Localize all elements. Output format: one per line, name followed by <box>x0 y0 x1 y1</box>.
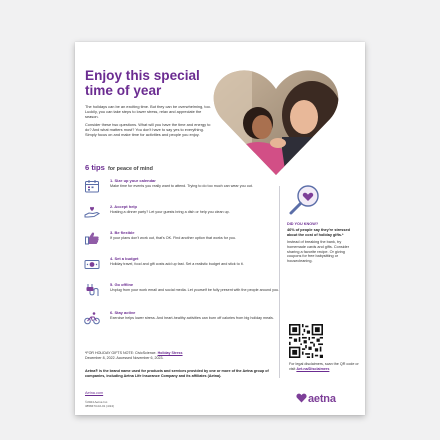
document-code: 3858473-02-01 (4/24) <box>85 404 115 408</box>
intro-text <box>85 104 213 140</box>
qr-caption <box>289 362 361 372</box>
brand-disclaimer-text: Aetna® is the brand name used for products and services provided by one or more of the Aetna group of companies, including Aetna Life Insurance Company and its affiliates (Aetna). <box>85 369 269 378</box>
flyer-title: Enjoy this special time of year <box>85 68 200 98</box>
tip-title: 6. Stay active <box>110 310 136 315</box>
brand-disclaimer <box>85 369 275 378</box>
disclaimers-link[interactable]: Aet.na/Disclaimers <box>296 366 330 371</box>
tip-body: Hosting a dinner party? Let your guests bring a dish or help you clean up. <box>110 210 230 214</box>
footnote-date: December 8, 2022. Accessed November 6, 2023. <box>85 355 164 360</box>
tip-body: Make time for events you really want to attend. Trying to do too much can wear you out. <box>110 184 253 188</box>
tip-title: 2. Accept help <box>110 204 137 209</box>
cyclist-icon <box>84 311 100 325</box>
did-you-know <box>287 222 357 264</box>
tip-body: Holiday travel, food and gift costs add up fast. Set a realistic budget and stick to it. <box>110 262 244 266</box>
logo-wordmark: aetna <box>308 393 336 405</box>
tip-title: 3. Be flexible <box>110 230 135 235</box>
heart-photo <box>212 67 340 177</box>
site-link[interactable]: Aetna.com <box>85 391 104 395</box>
calendar-icon <box>84 179 100 193</box>
intro-paragraph: Consider these two questions. What will you have the time and energy to do? And what matters most? You don't have to say yes to everything. Simply focus on and make time for activities and people you enjoy. <box>85 121 211 137</box>
did-you-know-body: Instead of breaking the bank, try homemade cards and gifts. Consider sharing a favorite recipe. Or giving coupons for free babysitting or housecleaning. <box>287 239 350 264</box>
tips-heading-rest: for peace of mind <box>107 166 153 172</box>
aetna-logo <box>296 393 336 405</box>
intro-paragraph: The holidays can be an exciting time. But they can be overwhelming, too. Luckily, you can take steps to lower stress, relax and appreciate the season. <box>85 104 211 120</box>
qr-code[interactable] <box>289 324 323 358</box>
tip-body: If your plans don't work out, that's OK. Find another option that works for you. <box>110 236 237 240</box>
thumbs-up-icon <box>84 231 100 245</box>
unplug-icon <box>84 283 100 297</box>
flyer-page <box>75 42 365 415</box>
tips-heading <box>85 163 153 172</box>
magnifier-heart-icon <box>287 183 323 219</box>
footnote <box>85 351 275 360</box>
qr-caption-text: For legal disclaimers, scan the QR code or visit <box>289 362 359 371</box>
tip-title: 4. Set a budget <box>110 256 139 261</box>
column-divider <box>279 186 280 378</box>
tip-body: Exercise helps lower stress. And heart-healthy activities can burn off calories from big holiday meals. <box>110 316 274 320</box>
copyright: ©2024 Aetna Inc. <box>85 400 109 404</box>
legal-info <box>85 400 205 408</box>
footnote-text: *FOR HOLIDAY GIFTS NOTE: CivicScience. <box>85 351 157 355</box>
did-you-know-stat: 46% of people say they're stressed about the cost of holiday gifts.* <box>287 227 350 237</box>
footnote-source-link[interactable]: Holiday Stress <box>157 351 183 355</box>
tip-body: Unplug from your work email and social media. Let yourself be fully present with the people around you. <box>110 288 280 292</box>
tip-title: 1. Size up your calendar <box>110 178 156 183</box>
tip-title: 5. Go offline <box>110 282 134 287</box>
did-you-know-label: DID YOU KNOW? <box>287 222 319 226</box>
tips-heading-number: 6 tips <box>85 163 105 172</box>
money-icon <box>84 257 100 271</box>
helping-hand-icon <box>84 205 100 219</box>
logo-heart-icon <box>296 393 307 403</box>
